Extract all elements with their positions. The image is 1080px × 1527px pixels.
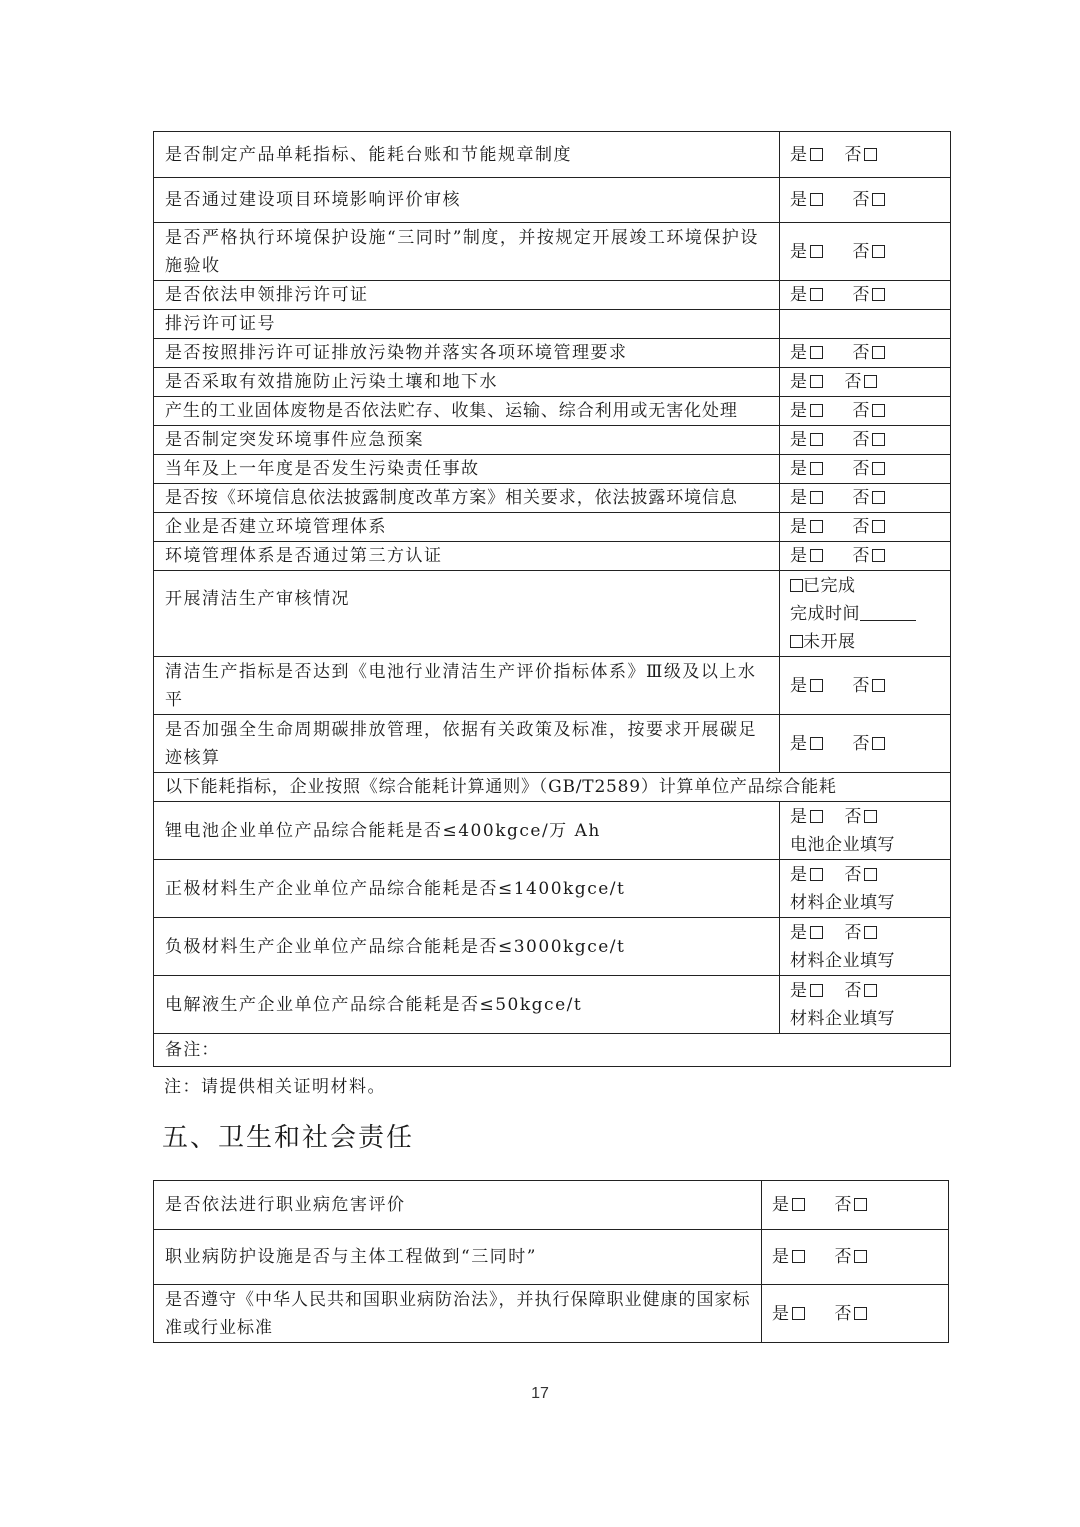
yes-no-cell: 是 否 [780,368,951,397]
table-row [154,1285,949,1343]
fill-hint: 材料企业填写 [790,1008,895,1029]
environment-checklist-table [153,131,951,1067]
no-checkbox[interactable] [872,245,885,258]
question-cell: 是否依法进行职业病危害评价 [154,1181,762,1230]
question-cell: 排污许可证号 [154,310,780,339]
yes-no-cell: 是 否 [762,1230,949,1285]
table-row [154,715,951,773]
not-started-checkbox[interactable] [790,635,803,648]
yes-no-cell: 是 否 [780,542,951,571]
yes-checkbox[interactable] [810,737,823,750]
yes-checkbox[interactable] [810,433,823,446]
yes-no-cell: 是 否 [780,132,951,178]
page-number: 17 [531,1385,549,1402]
yes-checkbox[interactable] [792,1250,805,1263]
no-checkbox[interactable] [864,926,877,939]
yes-no-cell: 是 否 [780,397,951,426]
remarks-field[interactable]: 备注： [154,1034,951,1067]
audit-status-cell: 已完成 完成时间 未开展 [780,571,951,657]
table-row [154,1034,951,1067]
yes-no-cell: 是 否 [762,1285,949,1343]
no-checkbox[interactable] [864,375,877,388]
table-row [154,178,951,223]
no-checkbox[interactable] [864,148,877,161]
question-cell: 清洁生产指标是否达到《电池行业清洁生产评价指标体系》Ⅲ级及以上水平 [154,657,780,715]
yes-checkbox[interactable] [810,346,823,359]
fill-hint: 材料企业填写 [790,892,895,913]
yes-checkbox[interactable] [810,549,823,562]
table-row [154,542,951,571]
table-row [154,281,951,310]
yes-no-cell: 是 否 [780,281,951,310]
table-row [154,571,951,657]
no-checkbox[interactable] [872,737,885,750]
no-checkbox[interactable] [872,462,885,475]
no-checkbox[interactable] [872,520,885,533]
question-cell: 产生的工业固体废物是否依法贮存、收集、运输、综合利用或无害化处理 [154,397,780,426]
no-checkbox[interactable] [872,404,885,417]
table-row [154,918,951,976]
yes-no-cell: 是 否 材料企业填写 [780,976,951,1034]
permit-number-field[interactable] [780,310,951,339]
no-checkbox[interactable] [872,433,885,446]
yes-no-cell: 是 否 [780,426,951,455]
completion-time-field[interactable] [860,602,916,621]
question-cell: 职业病防护设施是否与主体工程做到“三同时” [154,1230,762,1285]
yes-no-cell: 是 否 电池企业填写 [780,802,951,860]
yes-no-cell: 是 否 材料企业填写 [780,918,951,976]
question-cell: 是否加强全生命周期碳排放管理，依据有关政策及标准，按要求开展碳足迹核算 [154,715,780,773]
table-row [154,310,951,339]
yes-checkbox[interactable] [810,679,823,692]
no-checkbox[interactable] [872,346,885,359]
yes-no-cell: 是 否 材料企业填写 [780,860,951,918]
yes-checkbox[interactable] [792,1307,805,1320]
question-cell: 是否制定突发环境事件应急预案 [154,426,780,455]
yes-checkbox[interactable] [810,375,823,388]
yes-checkbox[interactable] [810,148,823,161]
question-cell: 是否按照排污许可证排放污染物并落实各项环境管理要求 [154,339,780,368]
yes-checkbox[interactable] [810,288,823,301]
table-row [154,455,951,484]
no-checkbox[interactable] [854,1250,867,1263]
question-cell: 环境管理体系是否通过第三方认证 [154,542,780,571]
table-row [154,426,951,455]
question-cell: 正极材料生产企业单位产品综合能耗是否≤1400kgce/t [154,860,780,918]
table-row [154,368,951,397]
yes-checkbox[interactable] [810,404,823,417]
table-row [154,397,951,426]
yes-no-cell: 是 否 [780,657,951,715]
section-title: 五、卫生和社会责任 [162,1123,415,1153]
yes-checkbox[interactable] [810,462,823,475]
question-cell: 是否严格执行环境保护设施“三同时”制度，并按规定开展竣工环境保护设施验收 [154,223,780,281]
yes-checkbox[interactable] [810,868,823,881]
question-cell: 负极材料生产企业单位产品综合能耗是否≤3000kgce/t [154,918,780,976]
table-row [154,223,951,281]
table-row [154,773,951,802]
question-cell: 当年及上一年度是否发生污染责任事故 [154,455,780,484]
question-cell: 是否制定产品单耗指标、能耗台账和节能规章制度 [154,132,780,178]
yes-checkbox[interactable] [810,491,823,504]
no-checkbox[interactable] [872,193,885,206]
yes-no-cell: 是 否 [780,339,951,368]
yes-checkbox[interactable] [810,245,823,258]
table-row [154,1230,949,1285]
yes-no-cell: 是 否 [780,223,951,281]
no-checkbox[interactable] [854,1198,867,1211]
no-checkbox[interactable] [864,810,877,823]
table-row [154,657,951,715]
no-checkbox[interactable] [854,1307,867,1320]
table-row [154,860,951,918]
table-row [154,484,951,513]
question-cell: 锂电池企业单位产品综合能耗是否≤400kgce/万 Ah [154,802,780,860]
yes-no-cell: 是 否 [780,484,951,513]
yes-no-cell: 是 否 [762,1181,949,1230]
table-row [154,1181,949,1230]
yes-no-cell: 是 否 [780,513,951,542]
completed-checkbox[interactable] [790,579,803,592]
question-cell: 开展清洁生产审核情况 [154,571,780,657]
table-row [154,132,951,178]
footnote: 注：请提供相关证明材料。 [164,1077,386,1097]
question-cell: 是否通过建设项目环境影响评价审核 [154,178,780,223]
question-cell: 是否按《环境信息依法披露制度改革方案》相关要求，依法披露环境信息 [154,484,780,513]
question-cell: 是否遵守《中华人民共和国职业病防治法》，并执行保障职业健康的国家标准或行业标准 [154,1285,762,1343]
fill-hint: 电池企业填写 [790,834,895,855]
question-cell: 企业是否建立环境管理体系 [154,513,780,542]
yes-no-cell: 是 否 [780,178,951,223]
fill-hint: 材料企业填写 [790,950,895,971]
energy-indicator-header: 以下能耗指标，企业按照《综合能耗计算通则》（GB/T2589）计算单位产品综合能耗 [154,773,951,802]
table-row [154,339,951,368]
no-checkbox[interactable] [864,984,877,997]
table-row [154,513,951,542]
yes-checkbox[interactable] [810,926,823,939]
table-row [154,976,951,1034]
question-cell: 是否采取有效措施防止污染土壤和地下水 [154,368,780,397]
health-responsibility-table [153,1180,949,1343]
yes-checkbox[interactable] [810,193,823,206]
yes-checkbox[interactable] [810,810,823,823]
no-checkbox[interactable] [872,549,885,562]
table-row [154,802,951,860]
question-cell: 是否依法申领排污许可证 [154,281,780,310]
yes-no-cell: 是 否 [780,715,951,773]
yes-no-cell: 是 否 [780,455,951,484]
yes-checkbox[interactable] [792,1198,805,1211]
no-checkbox[interactable] [864,868,877,881]
question-cell: 电解液生产企业单位产品综合能耗是否≤50kgce/t [154,976,780,1034]
yes-checkbox[interactable] [810,984,823,997]
no-checkbox[interactable] [872,288,885,301]
yes-checkbox[interactable] [810,520,823,533]
no-checkbox[interactable] [872,679,885,692]
no-checkbox[interactable] [872,491,885,504]
